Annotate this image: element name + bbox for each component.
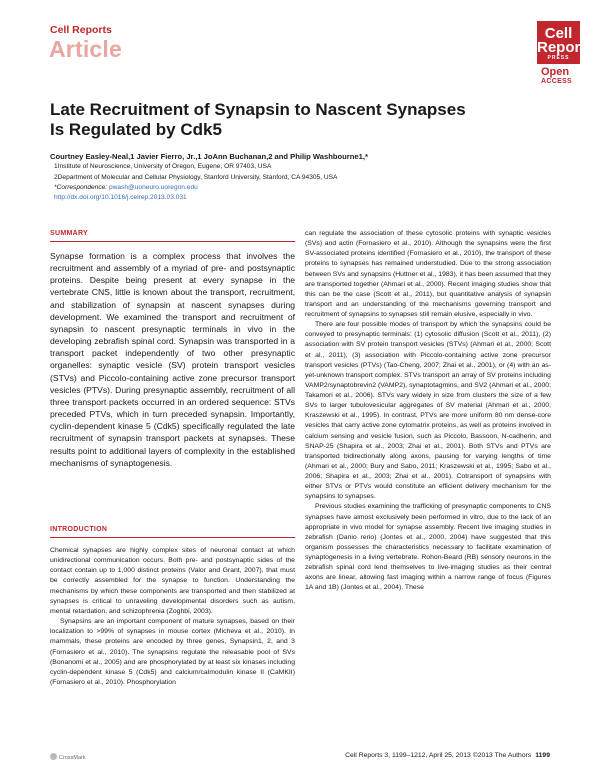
crossmark-label: CrossMark [59,755,86,761]
summary-text: Synapse formation is a complex process that involves the recruitment and assembly of a myriad of pre- and postsynaptic proteins. Despite being present at every synapse in the vertebrate CNS, little is known about the transport, recruitment, and stabilization of synapsin at nascent synapses during development. We examined the transport and recruitment of synapsin to nascent presynaptic terminals in vivo in the developing zebrafish spinal cord. Synapsin was transported in a transport packet independently of two other presynaptic organelles: synaptic vesicle (SV) protein transport vesicles (STVs) and Piccolo-containing active zone precursor transport vesicles (PTVs). During presynaptic assembly, recruitment of all three transport packets occurred in an ordered sequence: STVs preceded PTVs, which in turn preceded synapsin. Importantly, cyclin-dependent kinase 5 (Cdk5) specifically regulated the late recruitment of synapsin transport packets at synapses. These results point to additional layers of complexity in the established mechanisms of synaptogenesis. [50,251,295,468]
title-line-2: Is Regulated by Cdk5 [50,120,222,139]
logo-line-3: PRESS [547,55,570,61]
summary-heading: SUMMARY [50,230,89,237]
summary-rule [50,241,295,242]
author-list: Courtney Easley-Neal,1 Javier Fierro, Jr.,1 JoAnn Buchanan,2 and Philip Washbourne1,* [50,152,368,161]
cell-press-logo[interactable] [537,21,594,64]
citation-text: Cell Reports 3, 1199–1212, April 25, 2013 ©2013 The Authors [345,752,532,759]
right-column-text [305,229,551,594]
doi-link[interactable]: http://dx.doi.org/10.1016/j.celrep.2013.03.031 [54,194,187,201]
page-number: 1199 [535,752,550,759]
journal-name: Cell Reports [50,24,112,36]
crossmark-icon [50,753,57,760]
body-paragraph: can regulate the association of these cytosolic proteins with synaptic vesicles (SVs) and actin (Fornasiero et al., 2010). Although the synapsins were the first SV-associated proteins identified (Fornasiero et al., 2010), the transport of these proteins to synapses has remained understudied. Due to the strong association between SVs and synapsins (Huttner et al., 1983), it has been assumed that they are transported together (Ahmari et al., 2000). Recent imaging studies show that this can be the case (Scott et al., 2011), but quantitative analysis of synapsin transport and an understanding of the mechanisms governing transport and recruitment of synapsins to synapses still remain elusive, especially in vivo. [305,230,551,318]
correspondence [54,183,198,193]
body-paragraph: Previous studies examining the trafficking of presynaptic components to CNS synapses have almost exclusively been performed in vitro, due to the lack of an appropriate in vivo model for synapse assembly. Recent live imaging studies in zebrafish (Danio rerio) (Jontes et al., 2000, 2004) have suggested that this organism possesses the characteristics necessary to facilitate examination of synaptogenesis in a living vertebrate. Rohon-Beard (RB) sensory neurons in the zebrafish spinal cord lend themselves to live-imaging studies as their central axons are linear, allowing fast imaging within a narrow range of focus (Figures 1A and 1B) (Jontes et al., 2004). These [305,503,551,592]
title-line-1: Late Recruitment of Synapsin to Nascent Synapses [50,100,466,119]
affiliation-2: 2Department of Molecular and Cellular Physiology, Stanford University, Stanford, CA 94305, USA [54,174,338,181]
body-paragraph: There are four possible modes of transport by which the synapsins could be conveyed to presynaptic terminals: (1) cytosolic diffusion (Scott et al., 2011), (2) association with SV protein transport vesicles (STVs) (Ahmari et al., 2000; Scott et al., 2011), (3) association with Piccolo-containing active zone precursor transport vesicles (PTVs) (Tao-Cheng, 2007; Zhai et al., 2001), or (4) with an as-yet-unknown transport complex. STVs transport an array of SV proteins including VAMP2/synaptobrevin2 (VAMP2), synaptotagmins, and SV2 (Ahmari et al., 2000; Takamori et al., 2006). STVs vary widely in size from clusters the size of a few SVs to larger tubulovesicular aggregates of SV material (Ahmari et al., 2000; Kraszewski et al., 1995). In contrast, PTVs are more uniform 80 nm dense-core vesicles that carry active zone cytomatrix proteins, as well as proteins involved in calcium sensing and vesicle fusion, such as Piccolo, Bassoon, N-cadherin, and SNAP-25 (Shapira et al., 2003; Zhai et al., 2001). Both STVs and PTVs are transported bidirectionally along axons, pausing for varying lengths of time (Ahmari et al., 2000; Bury and Sabo, 2011; Kraszewski et al., 1995; Sabo et al., 2006; Shapira et al., 2003; Zhai et al., 2001). Cotransport of synapsins with either STVs or PTVs would constitute an efficient delivery mechanism for the synapsins to synapses. [305,321,551,501]
logo-line-2: Reports [537,39,594,56]
open-access-sublabel: ACCESS [541,78,572,85]
open-access-label: Open [541,66,570,78]
logo-line-1: Cell [544,25,573,42]
intro-paragraph: Chemical synapses are highly complex sites of neuronal contact at which unidirectional communication occurs. Both pre- and postsynaptic sides of the contact contain up to 1,000 distinct proteins (Valor and Grant, 2007), that must be correctly assembled for the synapse to function. Understanding the mechanisms by which these components are transported and then stabilized at synapses is critical to unraveling developmental disorders such as autism, mental retardation, and schizophrenia (Zoghbi, 2003). [50,547,295,615]
article-title [50,100,520,140]
intro-rule [50,537,295,538]
intro-text [50,546,295,688]
intro-paragraph: Synapsins are an important component of mature synapses, based on their localization to >99% of synapses in mouse cortex (Micheva et al., 2010). In mammals, these proteins are encoded by three genes, Synapsin1, 2, and 3 (Fornasiero et al., 2010). The synapsins regulate the releasable pool of SVs (Bonanomi et al., 2005) and are phosphorylated by at least six kinases including cyclin-dependent kinase 5 (Cdk5) and calcium/calmodulin kinase II (CaMKII) (Fornasiero et al., 2010). Phosphorylation [50,618,295,687]
correspondence-email-link[interactable]: pwash@uoneuro.uoregon.edu [108,184,198,191]
footer-citation [345,752,550,759]
article-type: Article [49,36,122,62]
crossmark-badge[interactable] [50,753,86,761]
correspondence-label: *Correspondence: [54,184,109,191]
intro-heading: INTRODUCTION [50,526,108,533]
affiliation-1: 1Institute of Neuroscience, University of Oregon, Eugene, OR 97403, USA [54,163,272,170]
